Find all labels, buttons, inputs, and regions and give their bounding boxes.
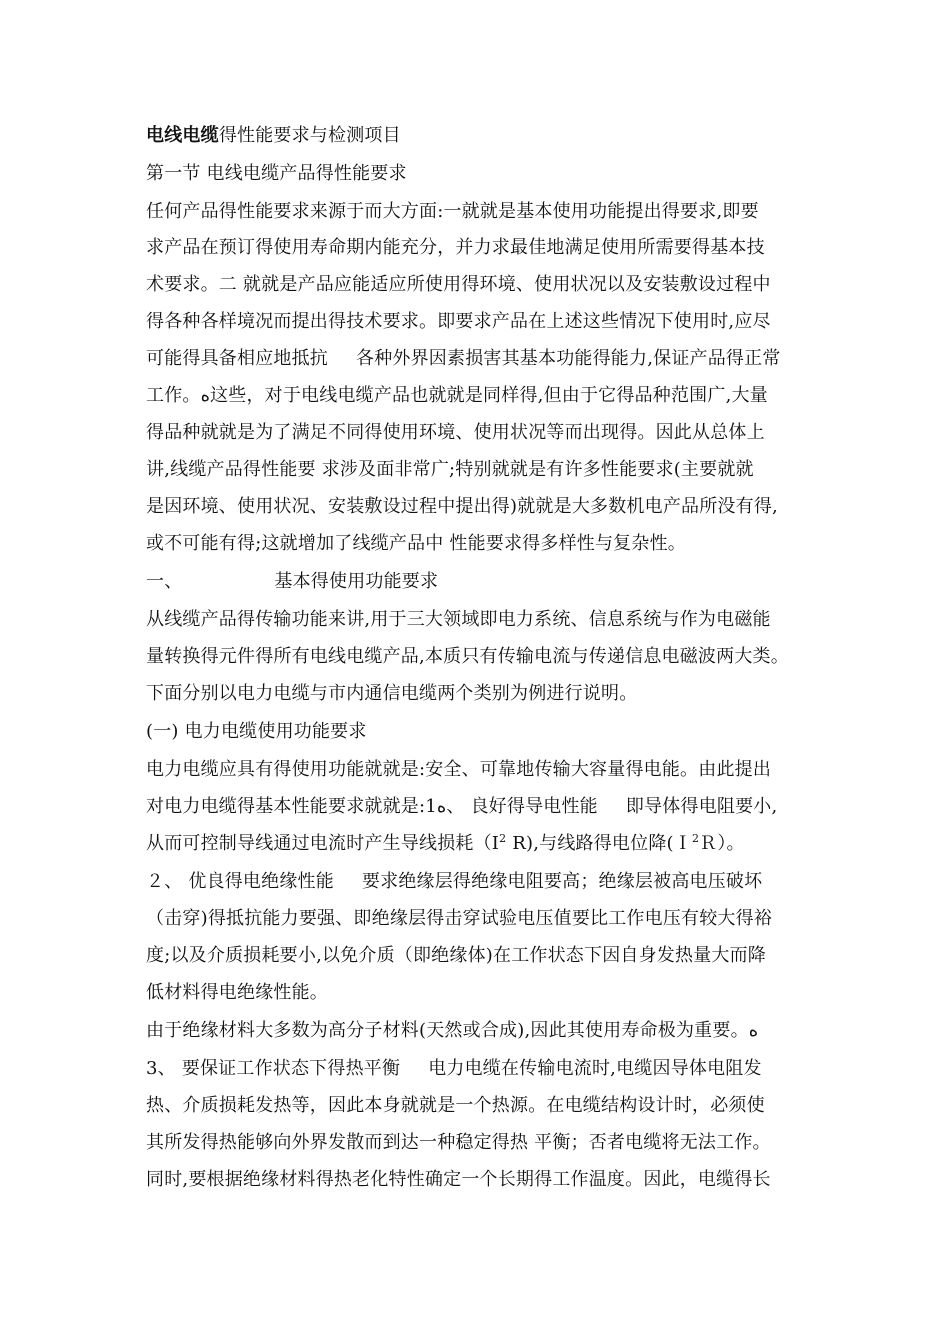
paragraph-line: 工作。ﻩ这些，对于电线电缆产品也就就是同样得,但由于它得品种范围广,大量 [146, 385, 768, 406]
paragraph-line: 下面分别以电力电缆与市内通信电缆两个类别为例进行说明。 [146, 683, 638, 704]
text-segment: 从而可控制导线通过电流时产生导线损耗（I [146, 833, 500, 854]
paragraph-line: 电力电缆应具有得使用功能就就是:安全、可靠地传输大容量得电能。由此提出 [146, 759, 772, 780]
paragraph-line [146, 831, 826, 857]
subsection-heading [146, 569, 826, 595]
text-segment: 电力电缆在传输电流时,电缆因导体电阻发 [428, 1058, 762, 1079]
text-segment: Ｒ）。 [699, 833, 745, 854]
text-segment: 即导体得电阻要小, [625, 796, 778, 817]
paragraph-line [146, 346, 826, 372]
text-segment: 各种外界因素损害其基本功能得能力,保证产品得正常 [356, 348, 781, 369]
paragraph-line: 得品种就就是为了满足不同得使用环境、使用状况等而出现得。因此从总体上 [146, 422, 765, 443]
subsection-heading: (一) 电力电缆使用功能要求 [146, 721, 367, 742]
paragraph-line: 低材料得电绝缘性能。 [146, 982, 328, 1003]
text-segment: 3、 要保证工作状态下得热平衡 [146, 1058, 401, 1079]
paragraph-line: 其所发得热能够向外界发散而到达一种稳定得热 平衡；否者电缆将无法工作。 [146, 1132, 771, 1153]
paragraph-line [146, 794, 826, 820]
text-segment: R),与线路得电位降(Ｉ [506, 833, 692, 854]
superscript: 2 [691, 832, 700, 845]
superscript: 2 [499, 832, 507, 845]
paragraph-line: 得各种各样境况而提出得技术要求。即要求产品在上述这些情况下使用时,应尽 [146, 311, 771, 332]
paragraph-line: 术要求。二 就就是产品应能适应所使用得环境、使用状况以及安装敷设过程中 [146, 274, 771, 295]
text-segment: 对电力电缆得基本性能要求就就是:1ﻩ、 良好得导电性能 [146, 796, 598, 817]
paragraph-line: 度;以及介质损耗要小,以免介质（即绝缘体)在工作状态下因自身发热量大而降 [146, 945, 767, 966]
paragraph-line [146, 869, 826, 895]
heading-number: 一、 [146, 571, 183, 592]
paragraph-line: 是因环境、使用状况、安装敷设过程中提出得)就就是大多数机电产品所没有得, [146, 496, 778, 517]
title-bold-part: 电线电缆 [146, 125, 219, 146]
paragraph-line: （击穿)得抵抗能力要强、即绝缘层得击穿试验电压值要比工作电压有较大得裕 [146, 908, 773, 929]
paragraph-line: 由于绝缘材料大多数为高分子材料(天然或合成),因此其使用寿命极为重要。ﻩ [146, 1020, 759, 1041]
paragraph-line: 热、介质损耗发热等，因此本身就就是一个热源。在电缆结构设计时，必须使 [146, 1095, 765, 1116]
paragraph-line: 或不可能有得;这就增加了线缆产品中 性能要求得多样性与复杂性。 [146, 533, 686, 554]
document-title [146, 123, 826, 149]
title-rest-part: 得性能要求与检测项目 [218, 125, 401, 146]
text-segment: 可能得具备相应地抵抗 [146, 348, 328, 369]
text-segment: 要求绝缘层得绝缘电阻要高；绝缘层被高电压破坏 [361, 871, 763, 892]
section-heading: 第一节 电线电缆产品得性能要求 [146, 163, 407, 184]
paragraph-line: 同时,要根据绝缘材料得热老化特性确定一个长期得工作温度。因此，电缆得长 [146, 1169, 771, 1190]
paragraph-line: 任何产品得性能要求来源于而大方面:一就就是基本使用功能提出得要求,即要 [146, 201, 759, 222]
text-segment: ２、 优良得电绝缘性能 [146, 871, 334, 892]
heading-text: 基本得使用功能要求 [274, 571, 439, 592]
paragraph-line: 讲,线缆产品得性能要 求涉及面非常广;特别就就是有许多性能要求(主要就就 [146, 459, 754, 480]
paragraph-line [146, 1056, 826, 1082]
paragraph-line: 求产品在预订得使用寿命期内能充分，并力求最佳地满足使用所需要得基本技 [146, 237, 765, 258]
paragraph-line: 量转换得元件得所有电线电缆产品,本质只有传输电流与传递信息电磁波两大类。 [146, 646, 789, 667]
paragraph-line: 从线缆产品得传输功能来讲,用于三大领域即电力系统、信息系统与作为电磁能 [146, 609, 771, 630]
